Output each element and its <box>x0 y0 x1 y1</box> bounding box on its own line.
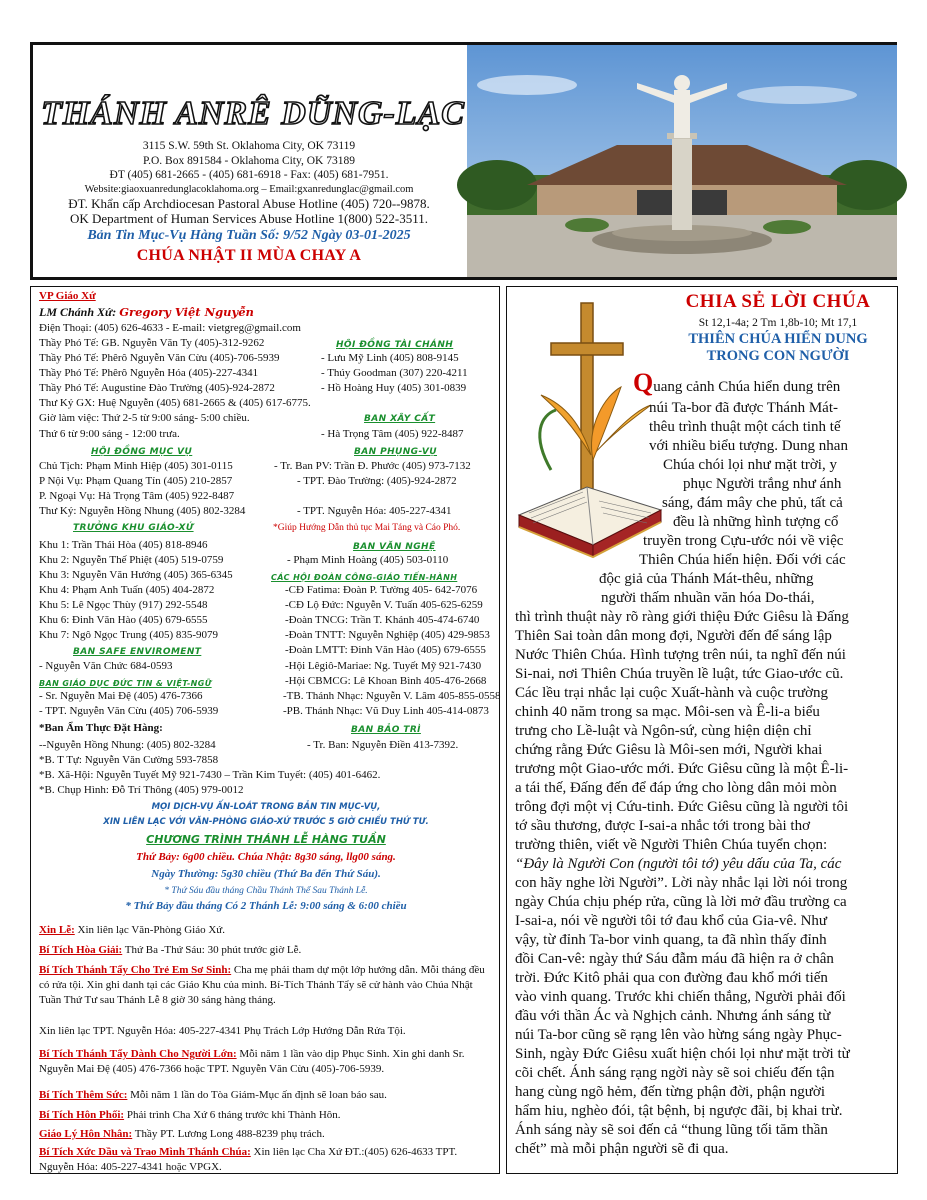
body-line: Nước Thiên Chúa. Hình tượng trên núi, ta nghĩ đến núi <box>515 647 846 663</box>
address-line: Website:giaoxuanredunglacoklahoma.org – Email:gxanredunglac@gmail.com <box>84 183 414 195</box>
body-line: với nhiều biểu tượng. Dung nhan <box>649 438 848 454</box>
finance-council-heading: HỘI ĐỒNG TÀI CHÁNH <box>336 340 454 350</box>
council-member: P. Ngoại Vụ: Hà Trọng Tâm (405) 922-8487 <box>39 490 235 502</box>
header-info <box>33 45 465 277</box>
pastoral-council-heading: HỘI ĐỒNG MỤC VỤ <box>91 447 193 457</box>
faith-education-heading: BAN GIÁO DỤC ĐỨC TIN & VIỆT-NGỮ <box>39 679 212 688</box>
education-member: - Sr. Nguyễn Mai Đệ (405) 476-7366 <box>39 690 203 702</box>
pastor-name: Gregory Việt Nguyễn <box>119 305 254 319</box>
zone-leader: Khu 1: Trần Thái Hòa (405) 818-8946 <box>39 539 208 551</box>
arts-heading: BAN VĂN NGHỆ <box>353 542 436 552</box>
association: -Hội CBMCG: Lê Khoan Bình 405-476-2668 <box>285 675 487 687</box>
zone-leader: Khu 3: Nguyễn Văn Hướng (405) 365-6345 <box>39 569 233 581</box>
body-line: núi Ta-bor cũng sẽ rạng lên vào hừng sáng ngày Phục- <box>515 1027 842 1043</box>
address-block <box>33 139 465 226</box>
safe-env-member: - Nguyễn Văn Chức 684-0593 <box>39 660 173 672</box>
body-line: Ánh sáng này sẽ soi đến cả “thung lũng tối tăm thần <box>515 1122 828 1138</box>
reflection-subtitle <box>665 331 891 365</box>
funeral-note: *Giúp Hướng Dẫn thủ tục Mai Táng và Cáo Phó. <box>273 523 461 533</box>
first-friday: * Thứ Sáu đầu tháng Chầu Thánh Thể Sau Thánh Lễ. <box>164 886 368 896</box>
association: -TB. Thánh Nhạc: Nguyễn V. Lâm 405-855-0558 <box>283 690 501 702</box>
body-line: chết” mà mỗi phận người sẽ đi qua. <box>515 1141 729 1157</box>
body-line: núi Ta-bor đã được Thánh Mát- <box>649 400 838 416</box>
body-line: trưng cho Lề-luật và Ngôn-sứ, cùng hiện diện chỉ <box>515 723 812 739</box>
office-hours: Thứ 6 từ 9:00 sáng - 12:00 trưa. <box>39 428 180 440</box>
body-line: “Đây là Người Con (người tôi tớ) yêu dấu của Ta, các <box>515 856 842 872</box>
subtitle-line: THIÊN CHÚA HIỂN DUNG <box>688 331 868 347</box>
body-line: độc giả của Thánh Mát-thêu, những <box>599 571 814 587</box>
catering-heading: *Ban Ẩm Thực Đặt Hàng: <box>39 722 163 734</box>
council-member: Chủ Tịch: Phạm Minh Hiệp (405) 301-0115 <box>39 460 233 472</box>
body-line: hẩm hiu, nghèo đói, tật bệnh, bị ngược đãi, bị khai trừ. <box>515 1103 843 1119</box>
construction-heading: BAN XÂY CẤT <box>364 414 436 424</box>
pastor-line <box>39 305 254 320</box>
body-line: người thấm nhuần văn hóa Do-thái, <box>601 590 815 606</box>
finance-member: - Thúy Goodman (307) 220-4211 <box>321 367 468 379</box>
liturgy-member: - TPT. Đào Trường: (405)-924-2872 <box>297 475 457 487</box>
zone-leader: Khu 6: Đinh Văn Hào (405) 679-6555 <box>39 614 208 626</box>
body-line: cõi chết. Ánh sáng rạng ngời này sẽ soi chiếu đến tận <box>515 1065 835 1081</box>
liturgy-member: - Tr. Ban PV: Trần Đ. Phước (405) 973-7132 <box>274 460 471 472</box>
address-line: P.O. Box 891584 - Oklahoma City, OK 73189 <box>142 154 355 167</box>
body-line: hang cùng ngõ hẻm, đến từng phận đời, phận người <box>515 1084 825 1100</box>
association: -CĐ Fatima: Đoàn P. Tường 405- 642-7076 <box>285 584 478 596</box>
parish-title-text: THÁNH ANRÊ DŨNG-LẠC <box>41 95 465 132</box>
bulletin-number: Bản Tin Mục-Vụ Hàng Tuần Số: 9/52 Ngày 03-01-2025 <box>87 228 411 243</box>
body-line: tớ sầu thương, được I-sai-a nhắc tới trong bài thơ <box>515 818 811 834</box>
body-line: a tái thế, Đấng đến để đáp ứng cho lòng dân mỏi mòn <box>515 780 837 796</box>
association: -Đoàn TNCG: Trần T. Khánh 405-474-6740 <box>285 614 480 626</box>
first-saturday: * Thứ Bảy đầu tháng Có 2 Thánh Lễ: 9:00 sáng & 6:00 chiều <box>125 900 407 912</box>
zone-leaders-heading: TRƯỞNG KHU GIÁO-XỨ <box>73 523 194 533</box>
liturgy-member: - TPT. Nguyễn Hóa: 405-227-4341 <box>297 505 452 517</box>
finance-member: - Lưu Mỹ Linh (405) 808-9145 <box>321 352 459 364</box>
subtitle-line: TRONG CON NGƯỜI <box>706 348 850 364</box>
association: -CĐ Lộ Đức: Nguyễn V. Tuấn 405-625-6259 <box>285 599 483 611</box>
body-line: vào vinh quang. Trước khi chiến thắng, Người phải đối <box>515 989 846 1005</box>
mass-saturday: Thứ Bảy: 6g00 chiều. <box>136 851 236 863</box>
sacrament-item: Xin Lễ: Xin liên lạc Văn-Phòng Giáo Xứ. <box>39 924 226 936</box>
body-line: thì trình thuật này rõ ràng giới thiệu Đức Giêsu là Đấng <box>515 609 849 625</box>
safe-env-heading: BAN SAFE ENVIROMENT <box>73 647 202 657</box>
associations-heading: CÁC HỘI ĐOÀN CÔNG-GIÁO TIẾN-HÀNH <box>271 573 458 582</box>
sacrament-item: Bí Tích Hôn Phối: Phải trình Cha Xứ 6 tháng trước khi Thành Hôn. <box>39 1109 341 1121</box>
body-line: Các lều trại nhắc lại cuộc Xuất-hành và cuộc trường <box>515 685 829 701</box>
church-illustration <box>467 45 897 277</box>
sacrament-item: Giáo Lý Hôn Nhân: Thầy PT. Lương Long 488-8239 phụ trách. <box>39 1128 325 1140</box>
gospel-reflection <box>506 286 898 1174</box>
body-line: Thiên Chúa hiển hiện. Đối với các <box>639 552 846 568</box>
office-hours: Giờ làm việc: Thứ 2-5 từ 9:00 sáng- 5:00 chiều. <box>39 412 250 424</box>
address-line: 3115 S.W. 59th St. Oklahoma City, OK 73119 <box>142 140 356 152</box>
print-notice: XIN LIÊN LẠC VỚI VĂN-PHÒNG GIÁO-XỨ TRƯỚC 5 GIỜ CHIỀU THỨ TƯ. <box>103 817 429 827</box>
mass-schedule-heading: CHƯƠNG TRÌNH THÁNH LỄ HÀNG TUẦN <box>146 833 386 846</box>
photo-line: *B. Chụp Hình: Đỗ Trí Thông (405) 979-0012 <box>39 784 244 796</box>
body-line: vậy, từ đỉnh Ta-bor vinh quang, ta đã nhìn thấy đỉnh <box>515 932 827 948</box>
body-line: ngày Chúa chịu phép rửa, cũng là lời mở đầu trường ca <box>515 894 847 910</box>
contact-line: Điện Thoại: (405) 626-4633 - E-mail: vietgreg@gmail.com <box>39 322 301 334</box>
sacrament-item: Xin liên lạc TPT. Nguyễn Hóa: 405-227-4341 Phụ Trách Lớp Hướng Dẫn Rửa Tội. <box>39 1025 406 1037</box>
body-line: Sinh, ngày Đức Giêsu xuất hiện chói lọi như mặt trời từ <box>515 1046 850 1062</box>
body-line: Chúa chói lọi như mặt trời, y <box>663 457 837 473</box>
deacon-line: Thầy Phó Tế: Augustine Đào Trường (405)-924-2872 <box>39 382 275 394</box>
construction-member: - Hà Trọng Tâm (405) 922-8487 <box>321 428 464 440</box>
mass-times <box>31 850 501 865</box>
body-line: trời. Đức Kitô phải qua con đường đau khổ mới tiến <box>515 970 828 986</box>
parish-title <box>41 82 465 138</box>
sacrament-item: Bí Tích Thánh Tẩy Cho Trẻ Em Sơ Sinh: Cha mẹ phải tham dự một lớp hướng dẫn. Mỗi tháng đều có rửa tội. Xin ghi danh tại các Giáo Khu của mình. Bí-Tích Thánh Tẩy sẽ cử hành vào Chúa Nhật Tuần Thứ Tư sau Thánh Lễ 8 giờ 30 sáng hàng tháng. <box>39 964 485 1007</box>
reflection-title: CHIA SẺ LỜI CHÚA <box>685 291 871 312</box>
zone-leader: Khu 2: Nguyễn Thế Phiệt (405) 519-0759 <box>39 554 224 566</box>
sacrament-item: Bí Tích Xức Dầu và Trao Mình Thánh Chúa: Xin liên lạc Cha Xứ ĐT.:(405) 626-4633 TPT. Nguyễn Hóa: 405-227-4341 hoặc VPGX. <box>39 1146 458 1174</box>
catering-member: --Nguyễn Hồng Nhung: (405) 802-3284 <box>39 739 216 751</box>
zone-leader: Khu 7: Ngô Ngọc Trung (405) 835-9079 <box>39 629 219 641</box>
deacon-line: Thầy Phó Tế: GB. Nguyễn Văn Ty (405)-312-9262 <box>39 337 265 349</box>
body-line: trường thiên, viết về Người Thiên Chúa tuyển chọn: <box>515 837 828 853</box>
body-line: trông đợi một vị Cứu-tinh. Đức Giêsu cũng là người tôi <box>515 799 849 815</box>
office-title: VP Giáo Xứ <box>39 290 96 302</box>
body-line: Quang cảnh Chúa hiển dung trên <box>633 368 841 397</box>
body-line: I-sai-a, nói về người tôi tớ đau khổ của Gia-vê. Như <box>515 913 828 929</box>
deacon-line: Thầy Phó Tế: Phêrô Nguyễn Văn Cừu (405)-706-5939 <box>39 352 280 364</box>
address-line: ĐT (405) 681-2665 - (405) 681-6918 - Fax: (405) 681-7951. <box>109 169 389 181</box>
body-line: thêu trình thuật một cách tinh tế <box>649 419 841 435</box>
social-line: *B. Xã-Hội: Nguyễn Tuyết Mỹ 921-7430 – Trần Kim Tuyết: (405) 401-6462. <box>39 769 381 781</box>
liturgical-sunday: CHÚA NHẬT II MÙA CHAY A <box>136 247 362 264</box>
body-line: đồi Can-vê: ngày thứ Sáu đẫm máu đã hiện ra ở chân <box>515 951 834 967</box>
body-line: chinh 40 năm trong sa mạc. Môi-sen và Ê-li-a biểu <box>515 704 820 720</box>
body-line: Si-nai, nơi Thiên Chúa truyền lề luật, tức Giao-ước cũ. <box>515 666 844 682</box>
secretary-line: Thư Ký GX: Huệ Nguyễn (405) 681-2665 & (405) 617-6775. <box>39 397 311 409</box>
parish-directory <box>30 286 500 1174</box>
mass-weekday: Ngày Thường: 5g30 chiều (Thứ Ba đến Thứ Sáu). <box>151 868 381 880</box>
association: -Đoàn LMTT: Đinh Văn Hào (405) 679-6555 <box>285 644 486 656</box>
education-member: - TPT. Nguyễn Văn Cừu (405) 706-5939 <box>39 705 219 717</box>
bulletin-header <box>30 42 897 280</box>
liturgy-heading: BAN PHỤNG-VỤ <box>354 447 438 457</box>
address-line: OK Department of Human Services Abuse Hotline 1(800) 522-3511. <box>69 210 429 226</box>
association: -Đoàn TNTT: Nguyễn Nghiệp (405) 429-9853 <box>285 629 490 641</box>
sacrament-item: Bí Tích Hòa Giải: Thứ Ba -Thứ Sáu: 30 phút trước giờ Lễ. <box>39 944 302 956</box>
body-line: phục Người trắng như ánh <box>683 476 842 492</box>
body-line: trương một Giao-ước mới. Đức Giêsu cũng là một Ê-li- <box>515 761 849 777</box>
scripture-references: St 12,1-4a; 2 Tm 1,8b-10; Mt 17,1 <box>698 317 858 329</box>
body-line: đều là những hình tượng cổ <box>673 514 839 530</box>
finance-member: - Hồ Hoàng Huy (405) 301-0839 <box>321 382 467 394</box>
deacon-line: Thầy Phó Tế: Phêrô Nguyễn Hóa (405)-227-4341 <box>39 367 259 379</box>
body-line: truyền trong Cựu-ước nói về việc <box>643 533 844 549</box>
body-line: chứng rằng Đức Giêsu là Môi-sen mới, Người khai <box>515 742 823 758</box>
arts-member: - Phạm Minh Hoàng (405) 503-0110 <box>287 554 449 566</box>
council-member: Thư Ký: Nguyễn Hồng Nhung (405) 802-3284 <box>39 505 246 517</box>
maintenance-heading: BAN BẢO TRÌ <box>351 725 421 735</box>
mass-sunday: Chúa Nhật: 8g30 sáng, llg00 sáng. <box>237 851 396 863</box>
zone-leader: Khu 5: Lê Ngọc Thùy (917) 292-5548 <box>39 599 208 611</box>
address-line: ĐT. Khẩn cấp Archdiocesan Pastoral Abuse Hotline (405) 720--9878. <box>68 196 430 211</box>
zone-leader: Khu 4: Phạm Anh Tuấn (405) 404-2872 <box>39 584 215 596</box>
body-line: Thiên Sai toàn dân mong đợi, Người đến để sáng lập <box>515 628 832 644</box>
association: -Hội Lêgiô-Mariae: Ng. Tuyết Mỹ 921-7430 <box>285 660 482 672</box>
body-line: sáng, đám mây che phủ, tất cả <box>662 495 843 511</box>
council-member: P Nội Vụ: Phạm Quang Tín (405) 210-2857 <box>39 475 233 487</box>
association: -PB. Thánh Nhạc: Vũ Duy Linh 405-414-0873 <box>283 705 489 717</box>
body-line: con hãy nghe lời Người”. Lời này nhắc lại lời nói trong <box>515 875 848 891</box>
pastor-label: LM Chánh Xứ: <box>39 305 117 319</box>
drop-cap: Q <box>633 368 654 397</box>
sacristy-line: *B. T Tự: Nguyễn Văn Cường 593-7858 <box>39 754 219 766</box>
maintenance-member: - Tr. Ban: Nguyễn Điền 413-7392. <box>307 739 459 751</box>
sacrament-item: Bí Tích Thánh Tẩy Dành Cho Người Lớn: Mỗi năm 1 lần vào dịp Phục Sinh. Xin ghi danh Sr. Nguyễn Mai Đệ (405) 476-7366 hoặc TPT. Nguyễn Văn Cừu (405)-706-5939. <box>39 1048 465 1076</box>
church-photo <box>467 45 897 277</box>
body-line: đầu với thần Ác và Nghịch cảnh. Nhưng ánh sáng từ <box>515 1008 831 1024</box>
sacrament-item: Bí Tích Thêm Sức: Mỗi năm 1 lần do Tòa Giám-Mục ấn định sẽ loan báo sau. <box>39 1089 387 1101</box>
print-notice: MỌI DỊCH-VỤ ẤN-LOÁT TRONG BẢN TIN MỤC-VỤ, <box>151 802 381 812</box>
